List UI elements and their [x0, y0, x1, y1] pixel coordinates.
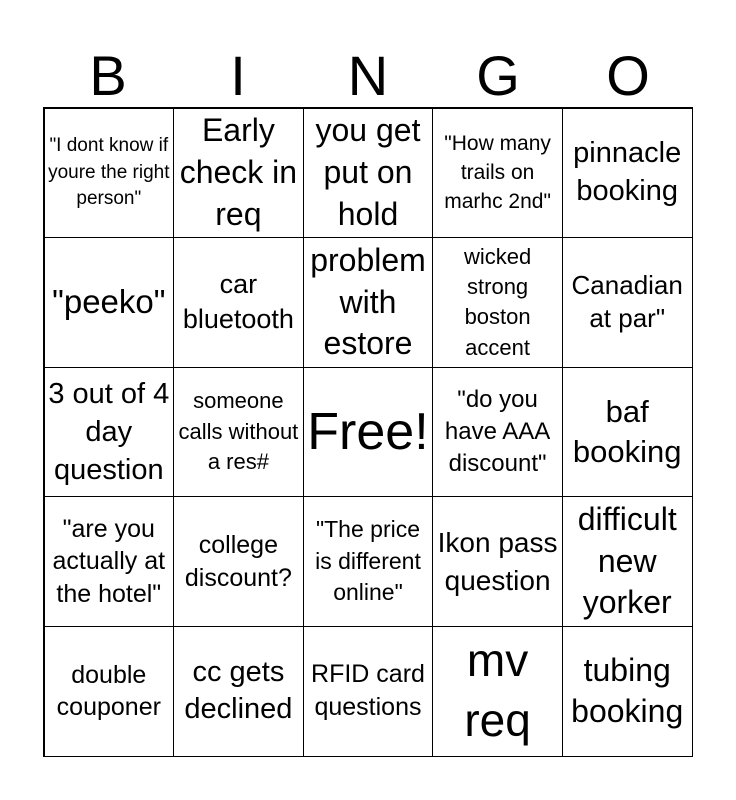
header-letter-b: B [89, 44, 127, 107]
cell-text: difficult new yorker [577, 501, 677, 621]
bingo-cell-r3-c5[interactable] [562, 367, 693, 498]
bingo-cell-r1-c2[interactable] [173, 108, 304, 239]
cell-text: college discount? [184, 531, 292, 592]
cell-text: "I dont know if youre the right person" [48, 135, 170, 209]
cell-text: 3 out of 4 day question [48, 377, 170, 487]
cell-text: "peeko" [52, 282, 166, 320]
cell-text: Free! [307, 402, 429, 461]
cell-text: double couponer [56, 660, 161, 722]
cell-text: "do you have AAA discount" [444, 386, 551, 477]
cell-text: cc gets declined [184, 655, 293, 726]
header-letter-g: G [476, 44, 520, 107]
bingo-cell-r2-c3[interactable] [303, 237, 434, 368]
cell-text: baf booking [572, 393, 682, 469]
bingo-cell-r3-c2[interactable] [173, 367, 304, 498]
cell-text: tubing booking [571, 651, 684, 730]
bingo-cell-r1-c3[interactable] [303, 108, 434, 239]
cell-text: Canadian at par" [571, 269, 683, 334]
bingo-cell-r2-c1[interactable] [44, 237, 175, 368]
cell-text: problem with estore [310, 242, 426, 362]
bingo-cell-r2-c4[interactable] [432, 237, 563, 368]
bingo-cell-r1-c1[interactable] [44, 108, 175, 239]
cell-text: Early check in req [179, 112, 298, 232]
bingo-cell-r2-c2[interactable] [173, 237, 304, 368]
bingo-cell-r2-c5[interactable] [562, 237, 693, 368]
bingo-cell-r4-c4[interactable] [432, 496, 563, 627]
bingo-cell-r3-c4[interactable] [432, 367, 563, 498]
bingo-board [43, 107, 693, 757]
bingo-cell-r5-c4[interactable] [432, 626, 563, 757]
cell-text: pinnacle booking [573, 137, 682, 207]
bingo-cell-r4-c2[interactable] [173, 496, 304, 627]
bingo-cell-r1-c5[interactable] [562, 108, 693, 239]
bingo-cell-r3-c1[interactable] [44, 367, 175, 498]
cell-text: RFID card questions [311, 659, 425, 722]
cell-text: "are you actually at the hotel" [52, 514, 166, 608]
bingo-cell-r5-c5[interactable] [562, 626, 693, 757]
bingo-cell-r5-c1[interactable] [44, 626, 175, 757]
bingo-cell-r4-c3[interactable] [303, 496, 434, 627]
header-letter-n: N [347, 44, 389, 107]
cell-text: mv req [464, 634, 531, 747]
bingo-header [43, 40, 693, 108]
bingo-free-space[interactable] [303, 367, 434, 498]
bingo-cell-r5-c2[interactable] [173, 626, 304, 757]
cell-text: you get put on hold [315, 112, 421, 232]
cell-text: wicked strong boston accent [463, 243, 532, 360]
bingo-cell-r5-c3[interactable] [303, 626, 434, 757]
bingo-cell-r4-c5[interactable] [562, 496, 693, 627]
cell-text: someone calls without a res# [178, 388, 299, 475]
cell-text: "How many trails on marhc 2nd" [444, 131, 551, 214]
bingo-cell-r1-c4[interactable] [432, 108, 563, 239]
header-letter-i: I [230, 44, 246, 107]
header-letter-o: O [606, 44, 650, 107]
bingo-cell-r4-c1[interactable] [44, 496, 175, 627]
cell-text: Ikon pass question [437, 526, 558, 596]
cell-text: "The price is different online" [315, 515, 421, 606]
cell-text: car bluetooth [182, 269, 294, 335]
